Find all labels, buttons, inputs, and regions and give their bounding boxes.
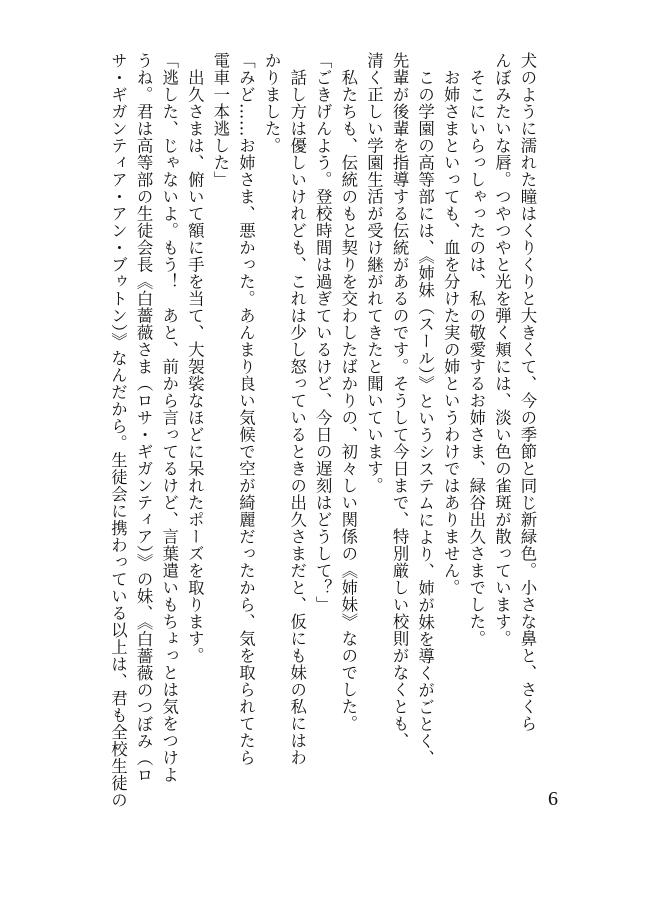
text-column: 「みど……お姉さま、悪かった。あんまり良い気候で空が綺麗だったから、気を取られてたら	[236, 52, 256, 766]
text-column: サ・ギガンティア・アン・ブゥトン）》なんだから。生徒会に携わっている以上は、君も全校生徒の	[108, 52, 128, 809]
text-column: この学園の高等部には、《姉妹（スール）》というシステムにより、姉が妹を導くがごとく、	[415, 52, 435, 767]
text-column: 話し方は優しいけれども、これは少し怒っているときの出久さまだと、仮にも妹の私にはわ	[287, 52, 307, 766]
text-column: 犬のように濡れた瞳はくりくりと大きくて、今の季節と同じ新緑色。小さな鼻と、さくら	[518, 52, 537, 732]
text-column: 先輩が後輩を指導する伝統があるのです。そうして今日まで、特別厳しい校則がなくとも、	[390, 52, 410, 749]
text-column: うね。君は高等部の生徒会長《白薔薇さま（ロサ・ギガンティア）》の妹、《白薔薇のつぼみ（ロ	[134, 52, 154, 784]
text-column: 「逃した、じゃないよ。もう！ あと、前から言ってるけど、言葉遣いもちょっとは気をつけよ	[159, 52, 179, 783]
text-column: 「ごきげんよう。登校時間は過ぎているけど、今日の遅刻はどうして？」	[313, 52, 333, 613]
text-column: 電車一本逃した」	[210, 52, 230, 188]
text-column: 私たちも、伝統のもと契りを交わしたばかりの、初々しい関係の《姉妹》なのでした。	[338, 52, 358, 732]
text-column: んぼみたいな唇。つやつやと光を弾く頬には、淡い色の雀斑が散っています。	[492, 52, 512, 647]
page-number: 6	[548, 788, 558, 810]
text-column: かりました。	[262, 52, 282, 154]
text-column: 出久さまは、俯いて額に手を当て、大袈裟なほどに呆れたポーズを取ります。	[185, 52, 205, 664]
text-column: 清く正しい学園生活が受け継がれてきたと聞いています。	[364, 52, 384, 494]
text-column: お姉さまといっても、血を分けた実の姉というわけではありません。	[441, 52, 461, 596]
vertical-text-body	[108, 52, 540, 809]
text-column: そこにいらっしゃったのは、私の敬愛するお姉さま、緑谷出久さまでした。	[466, 52, 486, 647]
